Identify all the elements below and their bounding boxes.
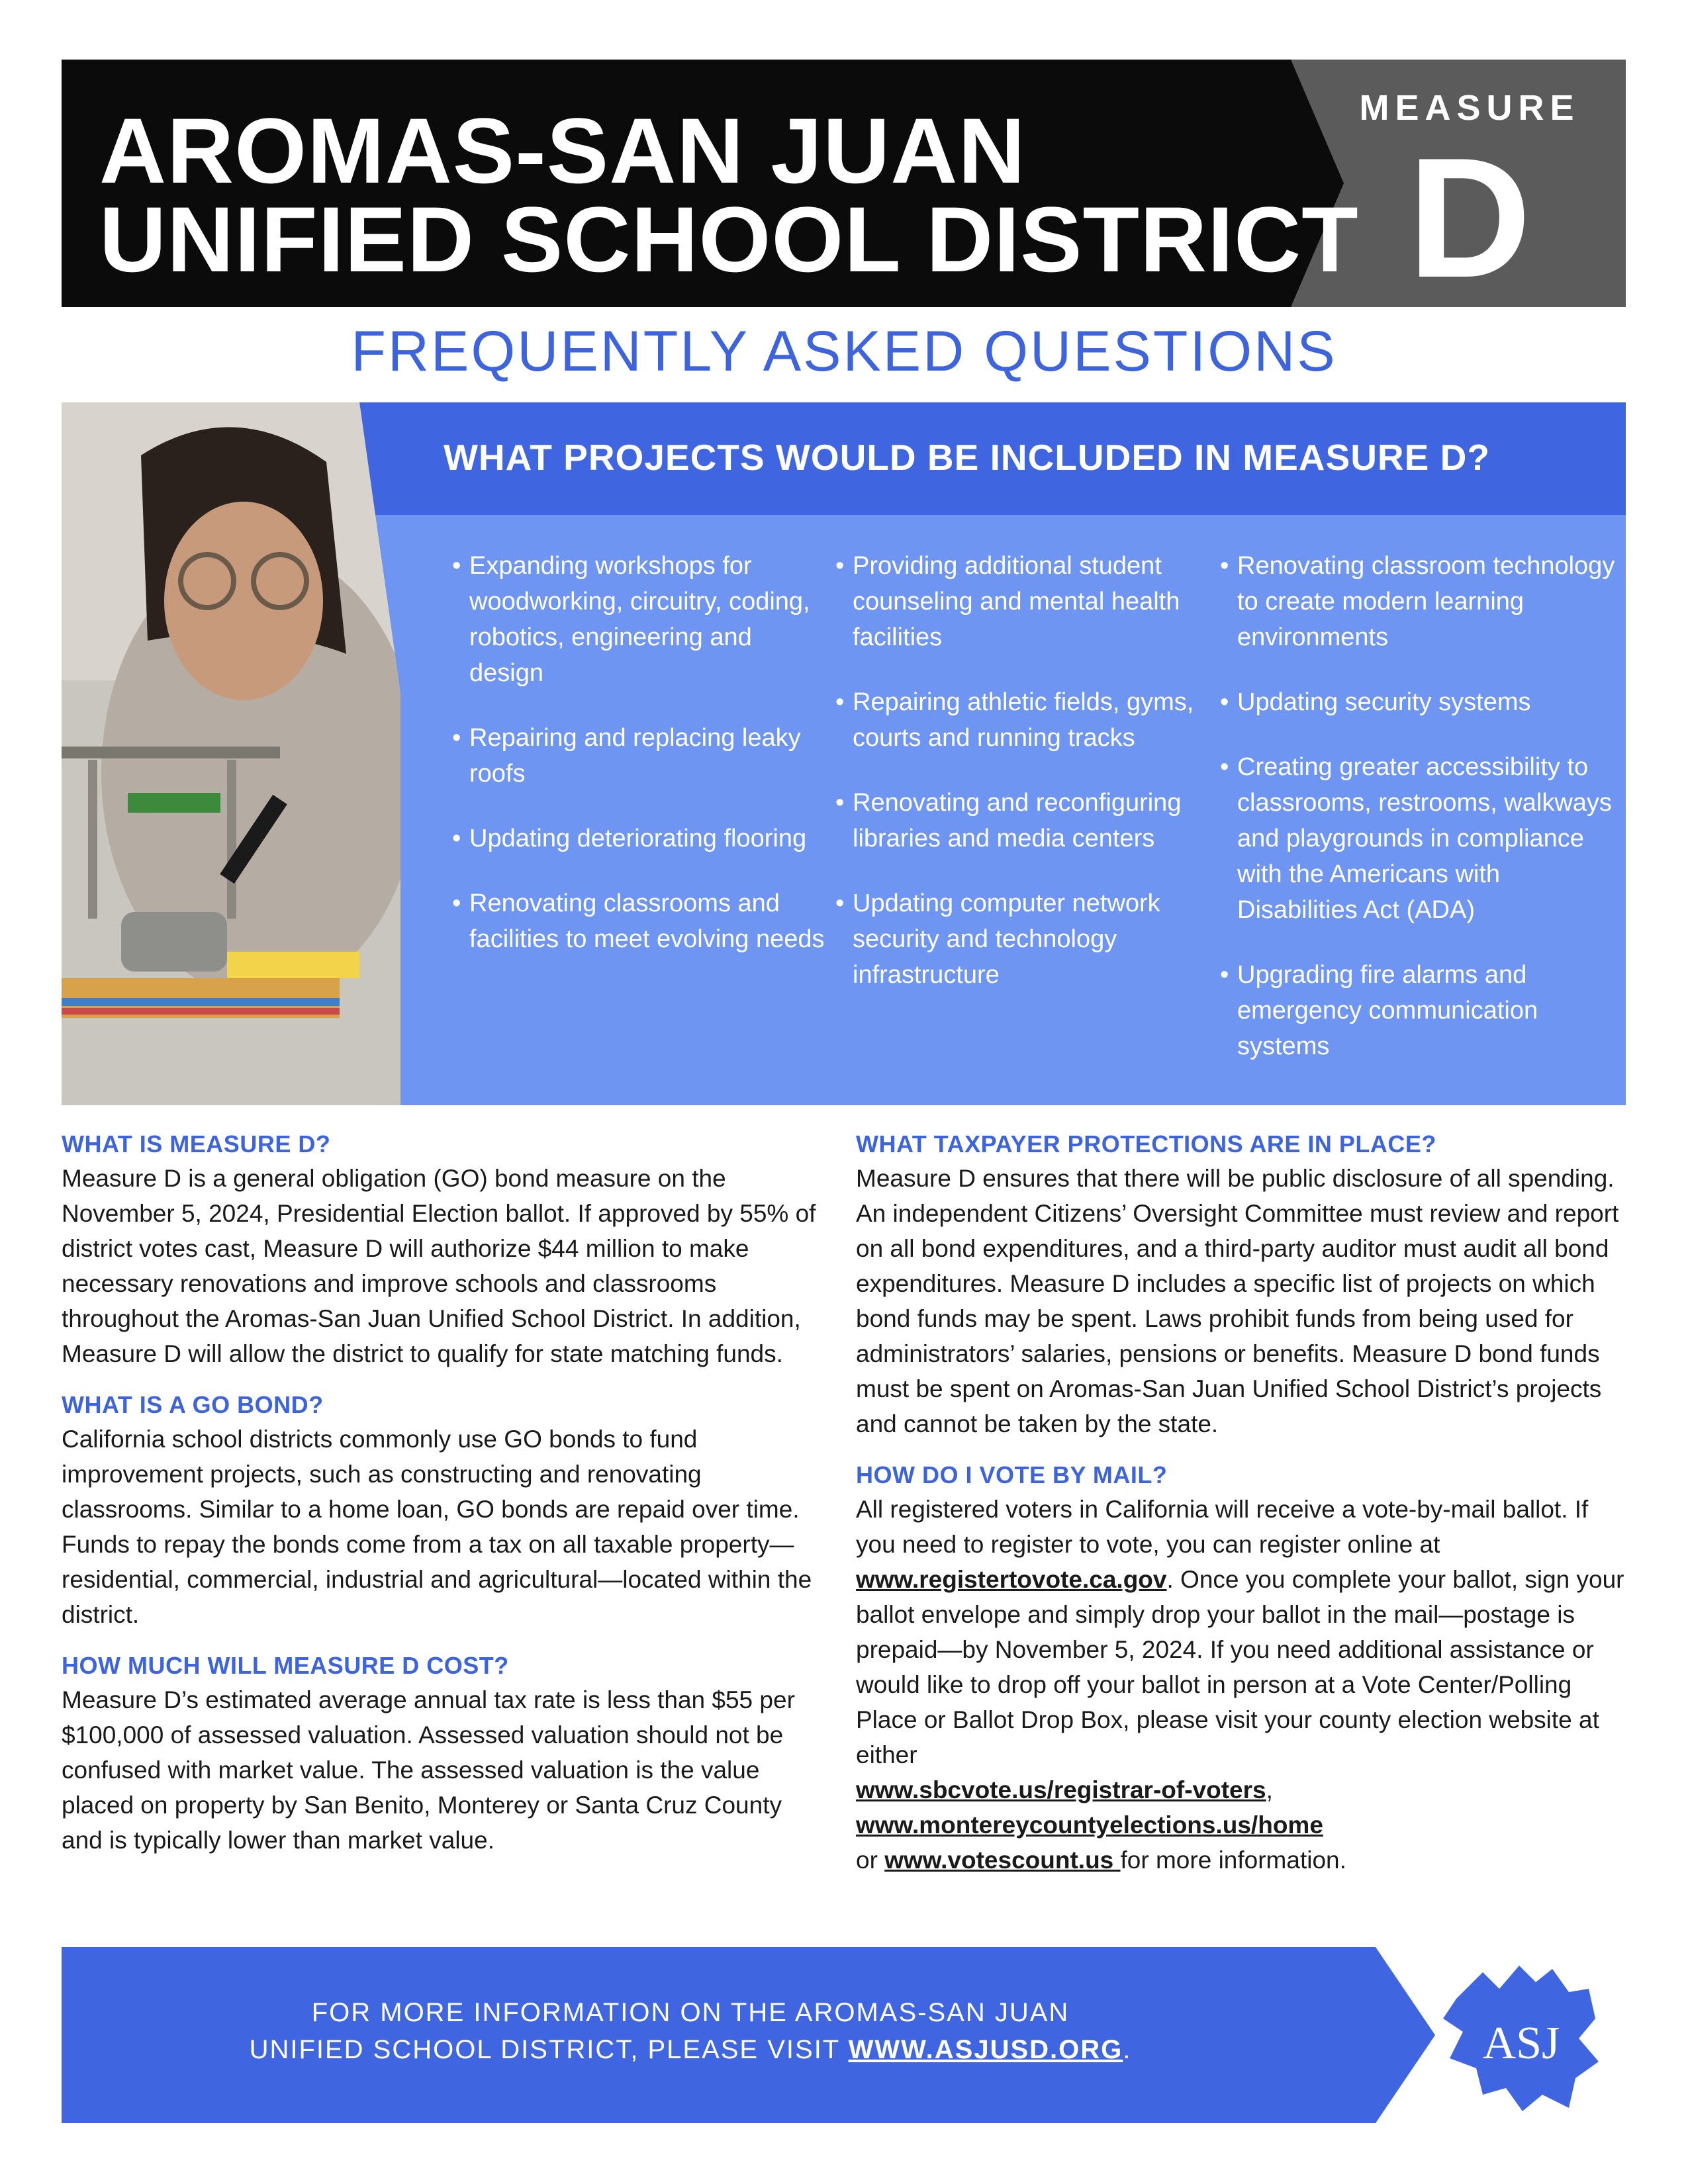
projects-column-3 (1220, 548, 1617, 1093)
answer-text: for more information. (1120, 1846, 1346, 1874)
faq-question: WHAT IS A GO BOND? (62, 1391, 324, 1418)
project-item: • Renovating classrooms and facilities to meet evolving needs (452, 886, 833, 957)
monterey-elections-link[interactable]: www.montereycountyelections.us/home (856, 1811, 1323, 1839)
project-item: • Repairing and replacing leaky roofs (452, 720, 833, 792)
answer-text: All registered voters in California will receive a vote-by-mail ballot. If you need to register to vote, you can register online at (856, 1496, 1589, 1558)
footer-line1: FOR MORE INFORMATION ON THE AROMAS-SAN JUAN (311, 1998, 1070, 2027)
project-item: • Providing additional student counseling and mental health facilities (835, 548, 1219, 655)
asj-district-map-logo (1436, 1952, 1609, 2118)
faq-question: WHAT IS MEASURE D? (62, 1130, 331, 1158)
faq-left-column (62, 1128, 816, 1875)
district-website-link[interactable]: WWW.ASJUSD.ORG (848, 2035, 1123, 2064)
answer-text: . Once you complete your ballot, sign your ballot envelope and simply drop your ballot in the mail—postage is prepaid—by November 5, 2024. If you need additional assistance or would like to drop off your ballot in person at a Vote Center/Polling Place or Ballot Drop Box, please visit your county election website at either (856, 1566, 1624, 1768)
district-title-line1: AROMAS-SAN JUAN (99, 99, 1026, 203)
faq-question: WHAT TAXPAYER PROTECTIONS ARE IN PLACE? (856, 1130, 1436, 1158)
projects-heading: WHAT PROJECTS WOULD BE INCLUDED IN MEASURE D? (444, 437, 1490, 478)
project-item: • Repairing athletic fields, gyms, courts and running tracks (835, 684, 1219, 756)
project-item: • Upgrading fire alarms and emergency communication systems (1220, 957, 1617, 1064)
faq-answer: Measure D’s estimated average annual tax rate is less than $55 per $100,000 of assessed valuation. Assessed valuation should not be confused with market value. The assessed valuation is the value placed on property by San Benito, Monterey or Santa Cruz County and is typically lower than market value. (62, 1686, 795, 1854)
logo-monogram: ASJ (1482, 2018, 1560, 2069)
projects-column-2 (835, 548, 1219, 1022)
measure-letter: D (1407, 122, 1532, 313)
faq-answer: California school districts commonly use GO bonds to fund improvement projects, such as constructing and renovating classrooms. Similar to a home loan, GO bonds are repaid over time. Funds to repay the bonds come from a tax on all taxable property—residential, commercial, industrial and agricultural—located within the district. (62, 1426, 812, 1628)
sbcvote-link[interactable]: www.sbcvote.us/registrar-of-voters (856, 1776, 1266, 1803)
footer-period: . (1123, 2035, 1132, 2064)
answer-text: or (856, 1846, 885, 1874)
project-item: • Updating security systems (1220, 684, 1617, 720)
footer-text (62, 1994, 1319, 2068)
faq-question: HOW MUCH WILL MEASURE D COST? (62, 1652, 509, 1679)
footer-line2 (62, 2031, 1319, 2068)
project-item: • Expanding workshops for woodworking, circuitry, coding, robotics, engineering and design (452, 548, 833, 691)
district-title-line2: UNIFIED SCHOOL DISTRICT (99, 187, 1359, 291)
votescount-link[interactable]: www.votescount.us (884, 1846, 1121, 1874)
answer-text: , (1266, 1776, 1273, 1803)
project-item: • Updating computer network security and technology infrastructure (835, 886, 1219, 993)
faq-question: HOW DO I VOTE BY MAIL? (856, 1461, 1168, 1488)
project-item: • Renovating classroom technology to create modern learning environments (1220, 548, 1617, 655)
project-item: • Updating deteriorating flooring (452, 821, 833, 856)
projects-column-1 (452, 548, 833, 986)
faq-answer (856, 1492, 1626, 1878)
faq-right-column (856, 1128, 1626, 1895)
project-item: • Renovating and reconfiguring libraries and media centers (835, 785, 1219, 856)
register-to-vote-link[interactable]: www.registertovote.ca.gov (856, 1566, 1167, 1593)
faq-answer: Measure D ensures that there will be public disclosure of all spending. An independent Citizens’ Oversight Committee must review and report on all bond expenditures, and a third-party auditor must audit all bond expenditures. Measure D includes a specific list of projects on which bond funds may be spent. Laws prohibit funds from being used for administrators’ salaries, pensions or benefits. Measure D bond funds must be spent on Aromas-San Juan Unified School District’s projects and cannot be taken by the state. (856, 1165, 1619, 1437)
measure-label: MEASURE (1359, 88, 1580, 128)
student-soldering-photo (62, 402, 400, 1105)
faq-answer: Measure D is a general obligation (GO) bond measure on the November 5, 2024, Presidential Election ballot. If approved by 55% of district votes cast, Measure D will authorize $44 million to make necessary renovations and improve schools and classrooms throughout the Aromas-San Juan Unified School District. In addition, Measure D will allow the district to qualify for state matching funds. (62, 1165, 816, 1367)
footer-line2-text: UNIFIED SCHOOL DISTRICT, PLEASE VISIT (249, 2035, 849, 2064)
project-item: • Creating greater accessibility to classrooms, restrooms, walkways and playgrounds in compliance with the Americans with Disabilities Act (ADA) (1220, 749, 1617, 928)
page-subtitle: FREQUENTLY ASKED QUESTIONS (351, 320, 1337, 383)
